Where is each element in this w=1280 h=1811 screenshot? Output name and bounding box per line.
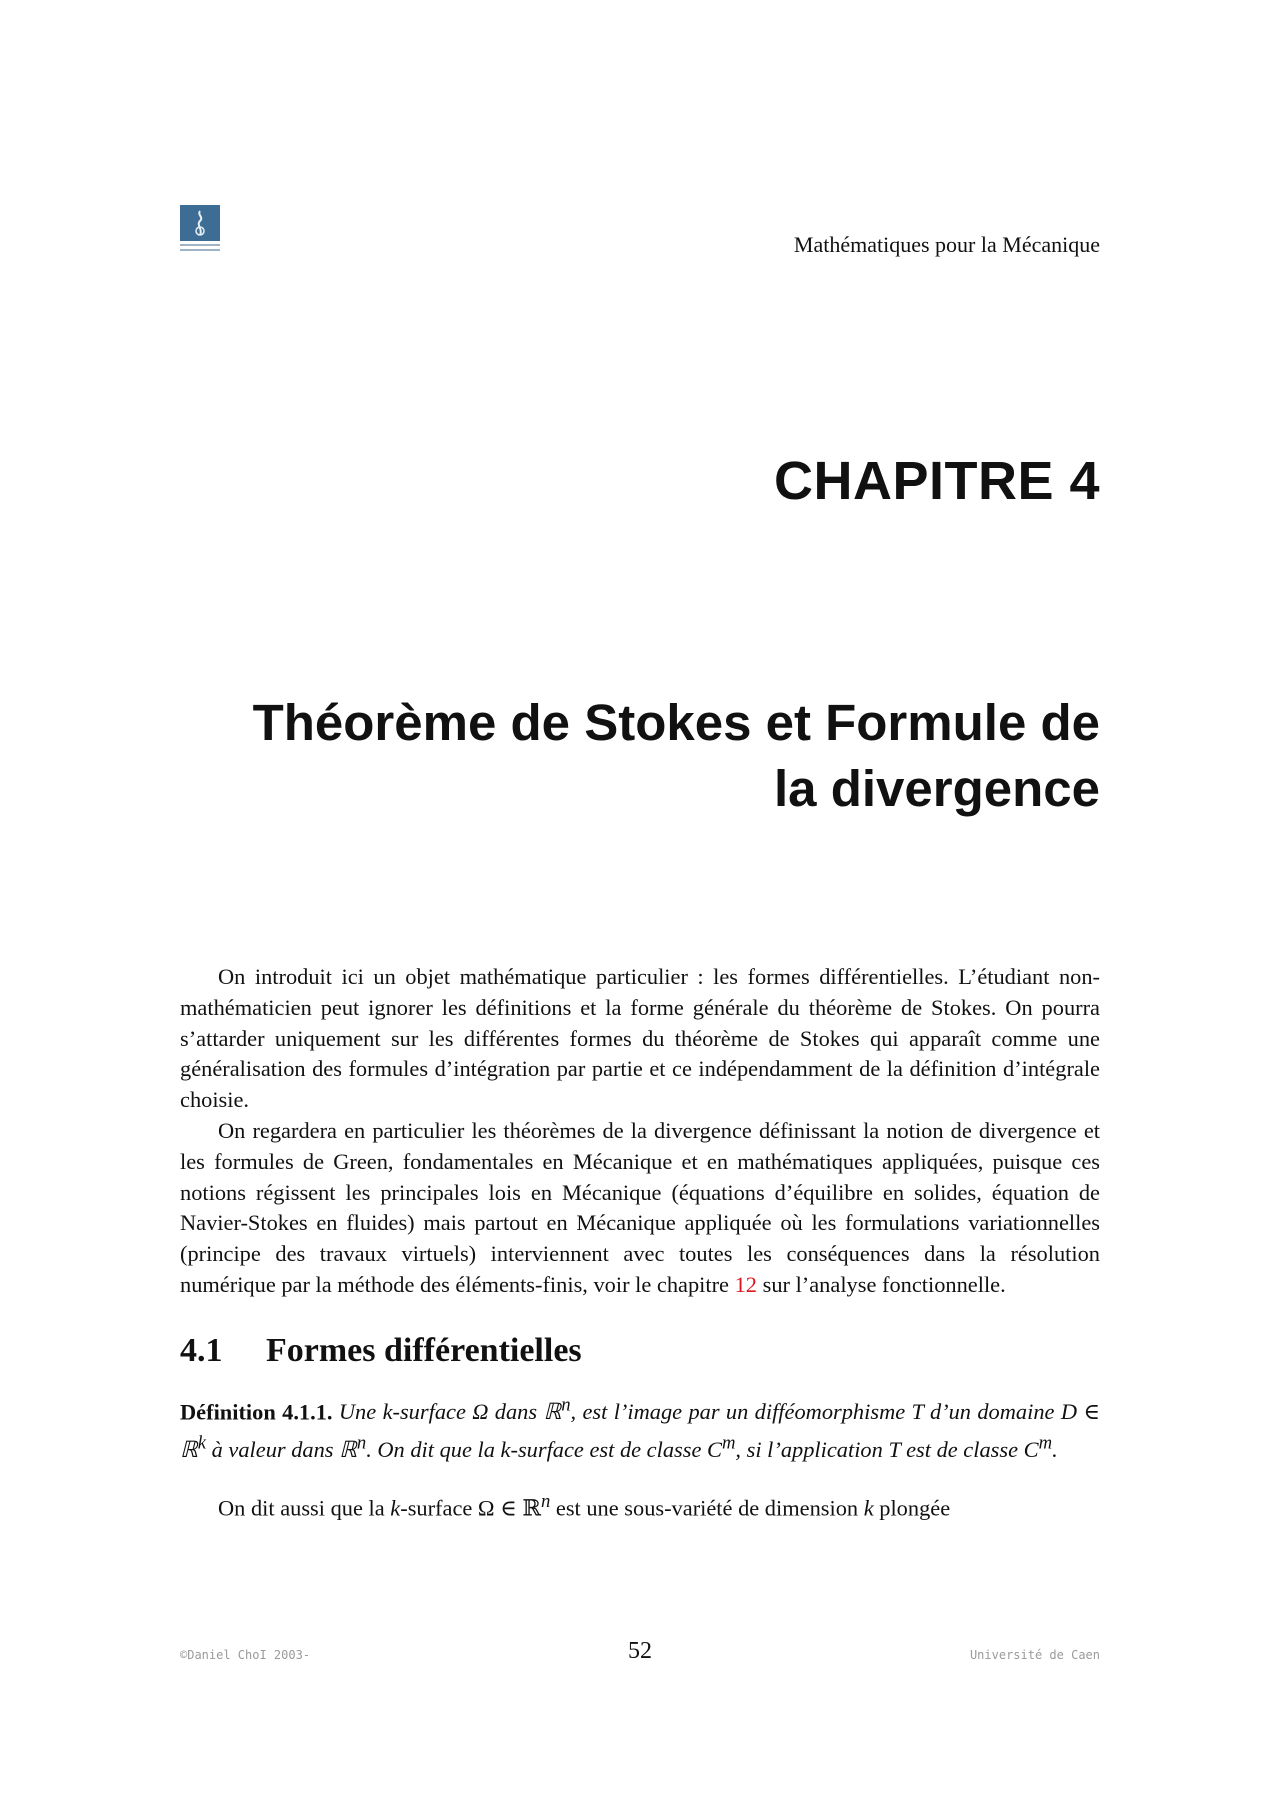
definition-part: -surface Ω dans ℝ [392,1399,562,1425]
definition-part: -surface est de classe [510,1436,702,1462]
chapter-title [160,690,1100,822]
continuation-part: est une sous-variété de dimension [555,1495,859,1521]
definition-math: C [1023,1436,1039,1462]
definition-math: k [382,1399,393,1425]
university-logo-icon [180,205,220,255]
intro-paragraph-2-text: On regardera en particulier les théorèmes de la divergence définissant la notion de divergence et les formules de Green, fondamentales en Mécanique et en mathématiques appliquées, puisque ces notions régissent les principales lois en Mécanique (équations d’équilibre en solides, équation de Navier-Stokes en fluides) mais partout en Mécanique appliquée où les formulations variationnelles (principe des travaux virtuels) interviennent avec toutes les conséquences dans la résolution numérique par la méthode des éléments-finis, voir le chapitre [180,1117,1100,1297]
page-number: 52 [628,1638,652,1664]
continuation-math: k [863,1495,874,1521]
continuation-math: n [540,1491,551,1513]
section-heading [180,1331,1100,1371]
definition-part: , est l’image par un difféomorphisme [570,1399,906,1425]
definition-math: m [721,1432,736,1454]
definition-part: à valeur dans ℝ [211,1436,357,1462]
definition-part: . On dit que la [366,1436,495,1462]
definition-part: , si l’application [735,1436,883,1462]
continuation-math: k [390,1495,401,1521]
definition-math: C [707,1436,722,1462]
definition-math: T [888,1436,901,1462]
section-title: Formes différentielles [266,1331,582,1369]
continuation-part: -surface Ω ∈ ℝ [400,1495,541,1521]
footer-copyright: ©Daniel ChoI 2003- [180,1648,311,1662]
definition-part: Une [338,1399,377,1425]
definition-part: d’un domaine [929,1399,1055,1425]
definition-block [180,1391,1100,1466]
continuation-paragraph [180,1487,1100,1524]
definition-math: D [1060,1399,1077,1425]
continuation-part: On dit aussi que la [218,1495,385,1521]
continuation-part: plongée [879,1495,951,1521]
definition-part: est de classe [906,1436,1019,1462]
section-number: 4.1 [180,1331,223,1369]
intro-paragraph-2 [180,1116,1100,1301]
definition-part: . [1052,1436,1058,1462]
definition-label: Définition 4.1.1. [180,1399,333,1425]
definition-math: T [911,1399,924,1425]
definition-math: k [197,1432,207,1454]
definition-math: k [500,1436,511,1462]
definition-math: n [561,1394,571,1416]
definition-math: m [1038,1432,1053,1454]
chapter-title-line-1: Théorème de Stokes et Formule de [252,694,1100,751]
chapter-title-line-2: la divergence [774,760,1100,817]
running-header: Mathématiques pour la Mécanique [793,232,1100,257]
intro-paragraph-2-tail: sur l’analyse fonctionnelle. [762,1271,1006,1297]
footer-institution: Université de Caen [969,1648,1100,1662]
chapter-reference-link[interactable]: 12 [734,1271,757,1297]
definition-math: n [356,1432,367,1454]
chapter-label: CHAPITRE 4 [773,451,1100,511]
definition-part: ∈ ℝ [180,1399,1100,1462]
intro-paragraph-1: On introduit ici un objet mathématique particulier : les formes différentielles. L’étudiant non-mathématicien peut ignorer les définitions et la forme générale du théorème de Stokes. On pourra s’attarder uniquement sur les différentes formes du théorème de Stokes qui apparaît comme une généralisation des formules d’intégration par partie et ce indépendamment de la définition d’intégrale choisie. [180,964,1100,1113]
body-text [180,962,1100,1525]
